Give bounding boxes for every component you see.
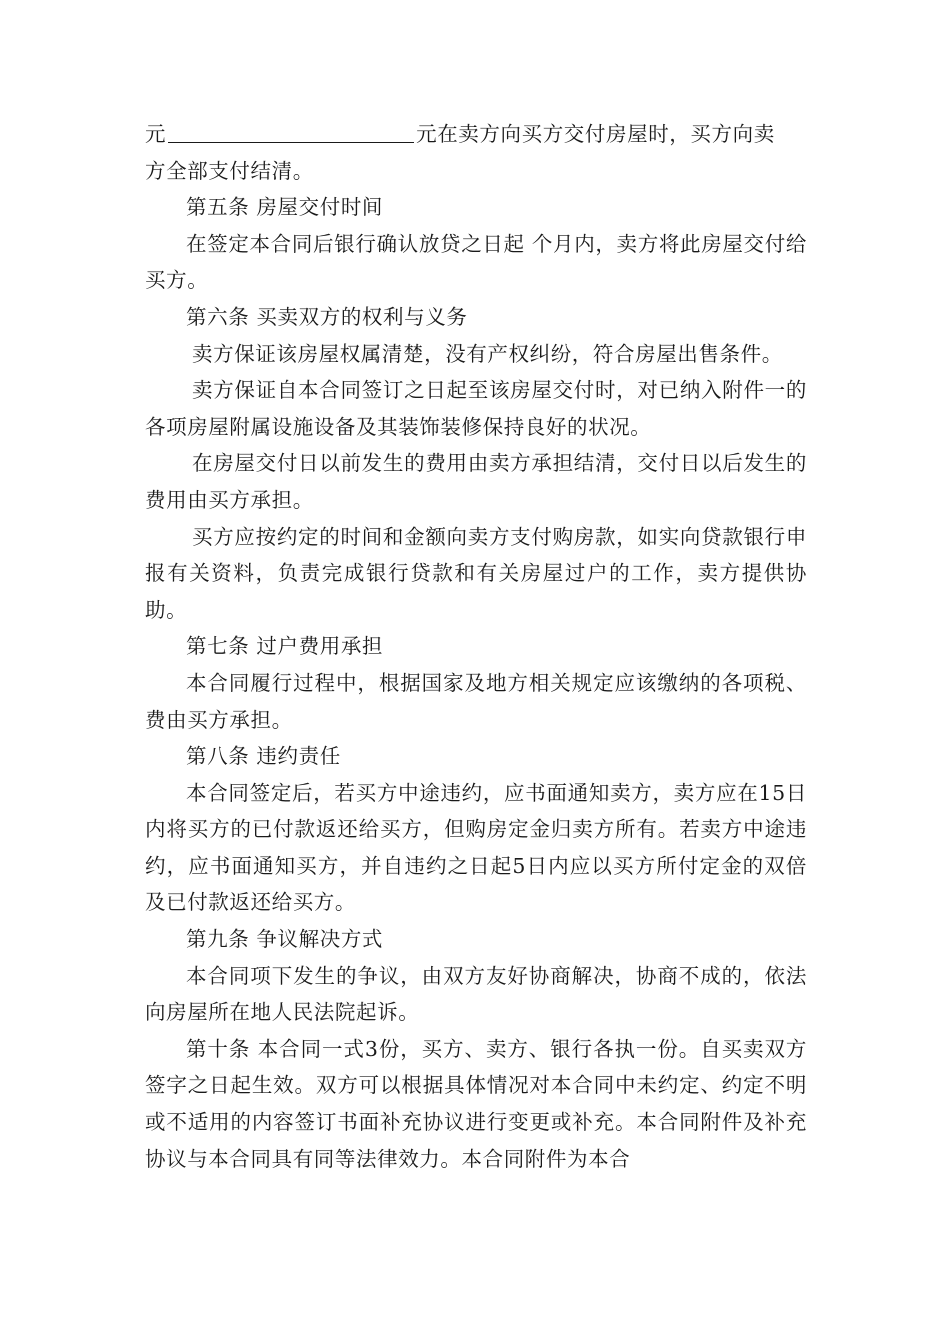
currency-prefix: 元: [145, 122, 167, 146]
clause-paragraph: 第十条 本合同一式3份，买方、卖方、银行各执一份。自买卖双方签字之日起生效。双方可以根据具体情况对本合同中未约定、约定不明或不适用的内容签订书面补充协议进行变更或补充。本合同附件及补充协议与本合同具有同等法律效力。本合同附件为本合: [145, 1036, 807, 1171]
contract-body: [145, 116, 807, 1177]
clause-paragraph: 买方应按约定的时间和金额向卖方支付购房款，如实向贷款银行申报有关资料，负责完成银行贷款和有关房屋过户的工作，卖方提供协助。: [145, 524, 807, 622]
clause-paragraph: 卖方保证自本合同签订之日起至该房屋交付时，对已纳入附件一的各项房屋附属设施设备及其装饰装修保持良好的状况。: [145, 378, 807, 439]
clause-paragraph: 本合同项下发生的争议，由双方友好协商解决，协商不成的，依法向房屋所在地人民法院起诉。: [145, 963, 807, 1025]
clause-paragraph: 本合同履行过程中，根据国家及地方相关规定应该缴纳的各项税、费由买方承担。: [145, 670, 807, 732]
clause-paragraph: 本合同签定后，若买方中途违约，应书面通知卖方，卖方应在15日内将买方的已付款返还给买方，但购房定金归卖方所有。若卖方中途违约，应书面通知买方，并自违约之日起5日内应以买方所付定金的双倍及已付款返还给买方。: [145, 780, 807, 915]
clause-paragraph: 在签定本合同后银行确认放贷之日起 个月内，卖方将此房屋交付给买方。: [145, 231, 807, 293]
clause-paragraph: 卖方保证该房屋权属清楚，没有产权纠纷，符合房屋出售条件。: [192, 341, 783, 366]
clause-heading: 第八条 违约责任: [186, 744, 341, 769]
clause-heading: 第五条 房屋交付时间: [186, 195, 384, 220]
amount-blank-field: [168, 120, 414, 143]
clause-heading: 第六条 买卖双方的权利与义务: [186, 304, 468, 329]
clause-heading: 第七条 过户费用承担: [186, 634, 384, 659]
clause-heading: 第九条 争议解决方式: [186, 927, 384, 952]
payment-clause-line: [145, 116, 807, 153]
clause-paragraph: 在房屋交付日以前发生的费用由卖方承担结清，交付日以后发生的费用由买方承担。: [145, 451, 807, 512]
payment-clause-text: 元在卖方向买方交付房屋时，买方向卖: [416, 122, 775, 146]
payment-clause-continuation: 方全部支付结清。: [145, 158, 314, 183]
paragraph-list: [145, 189, 807, 1177]
